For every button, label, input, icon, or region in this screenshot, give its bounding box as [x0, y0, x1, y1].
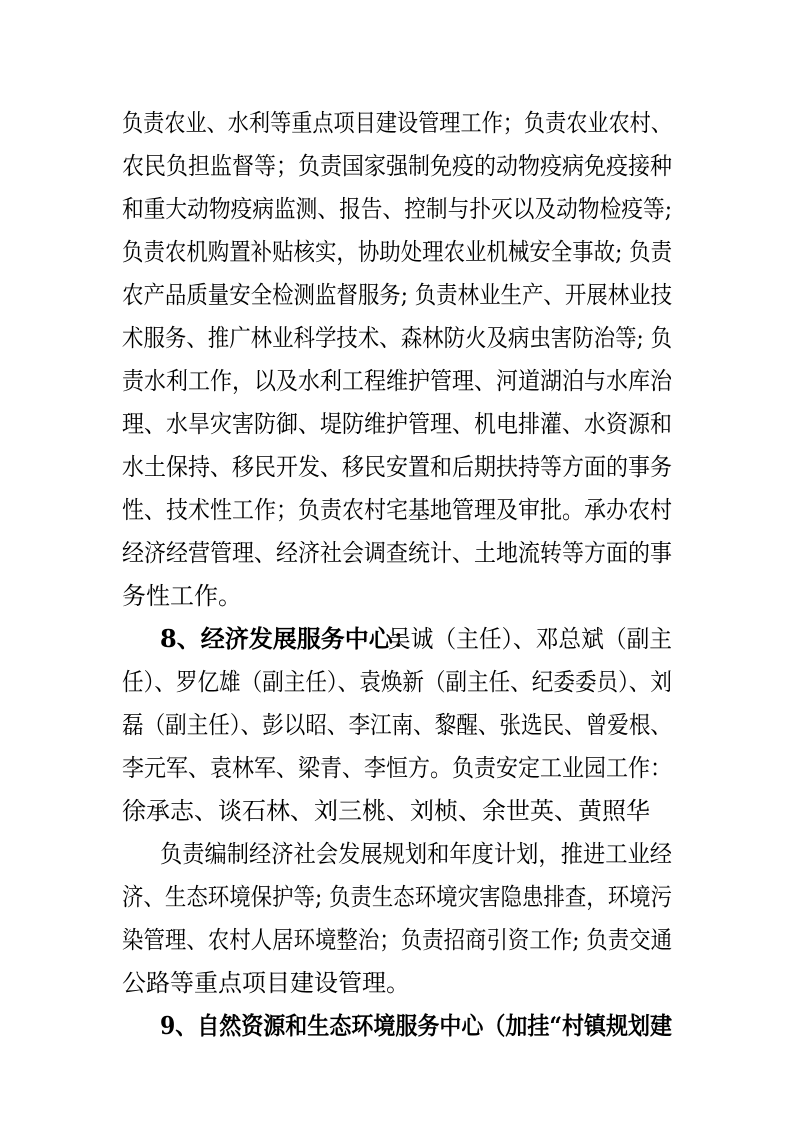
- text-line: [0, 189, 793, 229]
- text-line: [0, 576, 793, 616]
- section-line: 徐承志、谈石林、刘三桃、刘桢、余世英、黄照华: [122, 797, 650, 825]
- paragraph-line: 负责农机购置补贴核实，协助处理农业机械安全事故; 负责: [122, 238, 673, 266]
- text-line: [0, 877, 793, 917]
- text-line: [0, 103, 793, 143]
- section-line: 李元军、袁林军、梁青、李恒方。负责安定工业园工作：: [122, 754, 673, 782]
- section-heading: 8、经济发展服务中心：: [160, 624, 417, 653]
- paragraph-line: 负责编制经济社会发展规划和年度计划，推进工业经: [160, 840, 672, 868]
- paragraph-line: 性、技术性工作；负责农村宅基地管理及审批。承办农村: [122, 496, 673, 524]
- text-line: [0, 920, 793, 960]
- paragraph-line: 济、生态环境保护等; 负责生态环境灾害隐患排查，环境污: [122, 883, 673, 911]
- section-heading: 9、自然资源和生态环境服务中心（加挂“村镇规划建: [160, 1011, 672, 1040]
- text-line: [0, 146, 793, 186]
- text-line: [0, 490, 793, 530]
- paragraph-line: 和重大动物疫病监测、报告、控制与扑灭以及动物检疫等;: [122, 195, 673, 223]
- paragraph-line: 负责农业、水利等重点项目建设管理工作；负责农业农村、: [122, 109, 672, 137]
- text-line: [0, 791, 793, 831]
- paragraph-line: 农产品质量安全检测监督服务; 负责林业生产、开展林业技: [122, 281, 673, 309]
- paragraph-line: 染管理、农村人居环境整治；负责招商引资工作; 负责交通: [122, 926, 673, 954]
- text-line: [0, 318, 793, 358]
- paragraph-line: 水土保持、移民开发、移民安置和后期扶持等方面的事务: [122, 453, 673, 481]
- paragraph-line: 经济经营管理、经济社会调查统计、土地流转等方面的事: [122, 539, 673, 567]
- text-line: [0, 447, 793, 487]
- text-line: [0, 834, 793, 874]
- section-line: 任）、罗亿雄（副主任）、袁焕新（副主任、纪委委员）、刘: [122, 668, 673, 696]
- paragraph-line: 务性工作。: [122, 582, 242, 610]
- text-line: [0, 662, 793, 702]
- paragraph-line: 农民负担监督等；负责国家强制免疫的动物疫病免疫接种: [122, 152, 673, 180]
- text-line: [0, 361, 793, 401]
- paragraph-line: 责水利工作，以及水利工程维护管理、河道湖泊与水库治: [122, 367, 673, 395]
- section-line: 磊（副主任）、彭以昭、李江南、黎醒、张选民、曾爱根、: [122, 711, 673, 739]
- text-line: [0, 748, 793, 788]
- text-line: [0, 1006, 793, 1046]
- paragraph-line: 术服务、推广林业科学技术、森林防火及病虫害防治等; 负: [122, 324, 673, 352]
- text-line: [0, 232, 793, 272]
- text-line: [0, 533, 793, 573]
- section-text: 吴诚（主任）、邓总斌（副主: [388, 625, 673, 653]
- text-line: [0, 705, 793, 745]
- text-line: [0, 404, 793, 444]
- paragraph-line: 理、水旱灾害防御、堤防维护管理、机电排灌、水资源和: [122, 410, 673, 438]
- paragraph-line: 公路等重点项目建设管理。: [122, 969, 410, 997]
- text-line: [0, 275, 793, 315]
- text-line: [0, 963, 793, 1003]
- text-line: [0, 619, 793, 659]
